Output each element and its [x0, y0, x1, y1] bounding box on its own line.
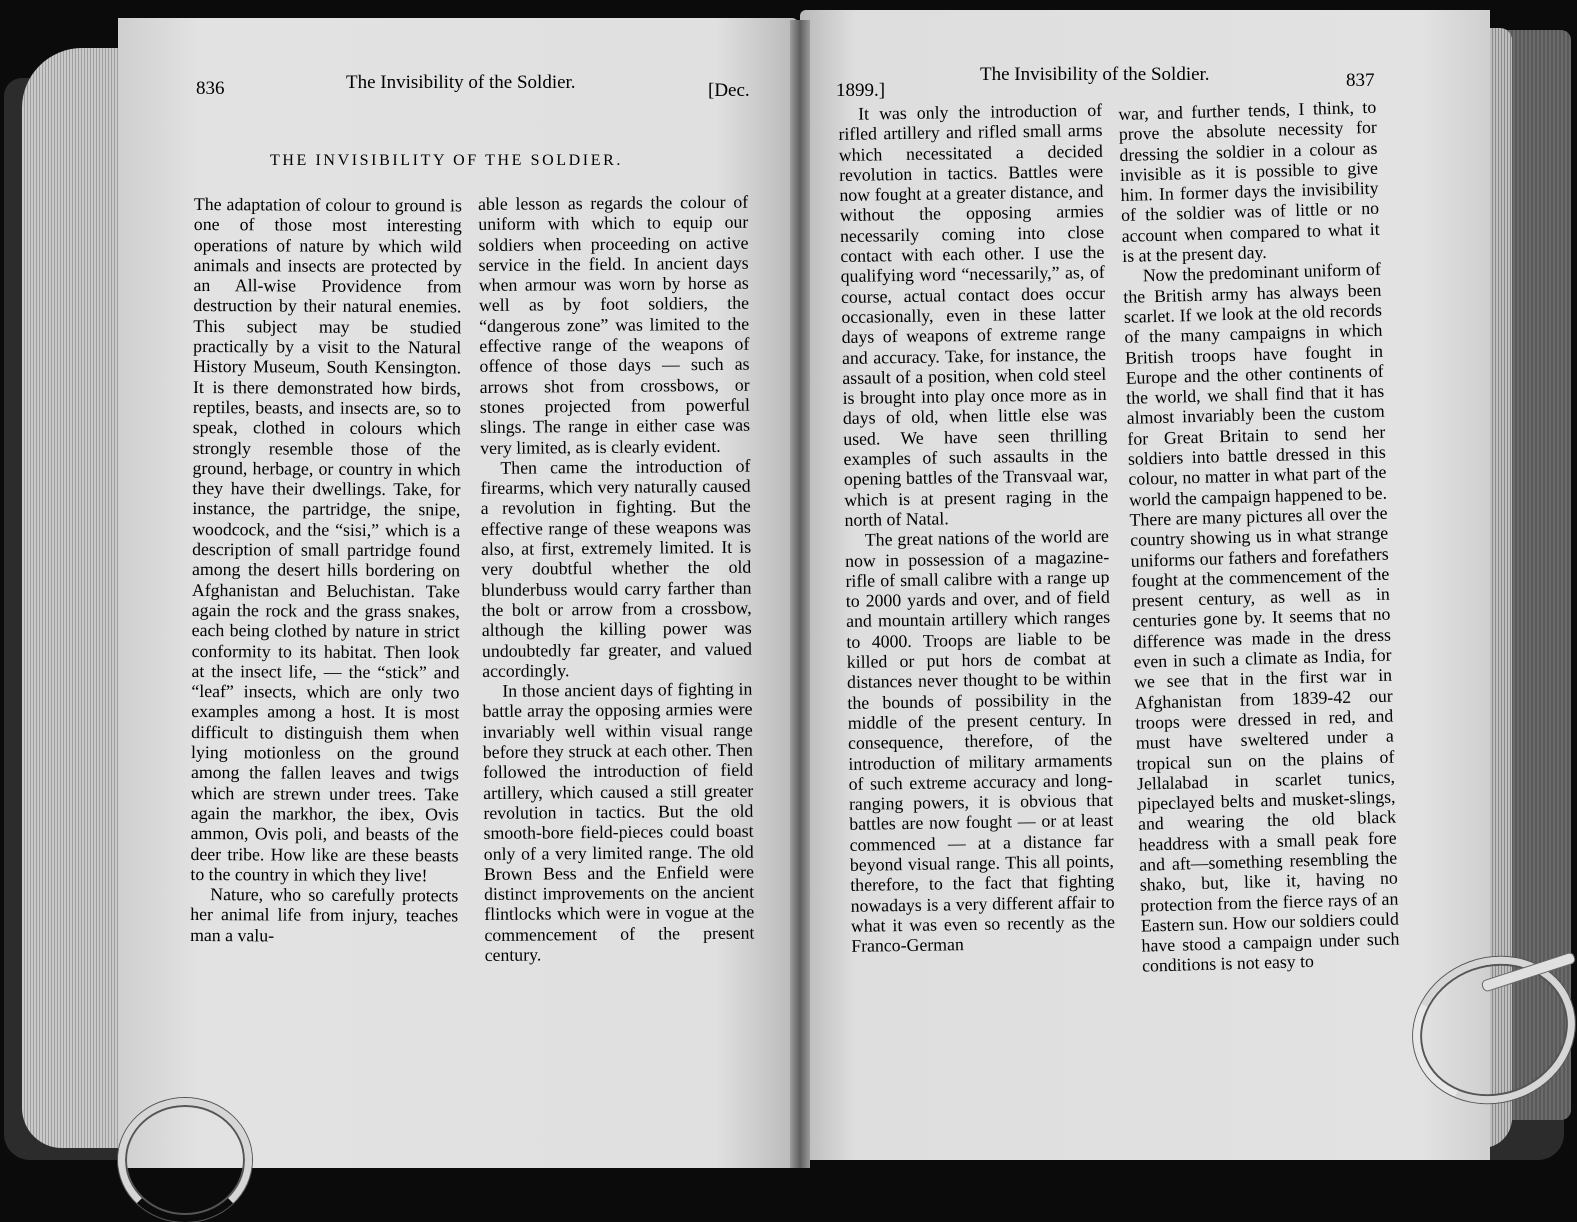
paragraph: Now the predominant uniform of the British army has always been scarlet. If we look at the old records of the many campaigns in which British troops have fought in Europe and the other continents of the world, we shall find that it has almost invariably been the custom for Great Britain to send her soldiers into battle dressed in this colour, no matter in what part of the world the campaign happened to be. There are many pictures all over the country showing us in what strange uniforms our fathers and forefathers fought at the commencement of the present century, as well as in centuries gone by. It seems that no difference was made in the dress even in such a climate as India, for we see that in the first war in Afghanistan from 1839-42 our troops were dressed in red, and must have sweltered under a tropical sun on the plains of Jellalabad in scarlet tunics, pipeclayed belts and musket-slings, and wearing the old black headdress with a small peak fore and aft—something resembling the shako, but, like it, having no protection from the fierce rays of an Eastern sun. How our soldiers could have stood a campaign under such conditions is not easy to — [1123, 259, 1400, 977]
right-date-mark: 1899.] — [836, 80, 886, 101]
paragraph: Nature, who so carefully protects her animal life from injury, teaches man a valu- — [190, 884, 459, 946]
paragraph: The great nations of the world are now in possession of a magazine-rifle of small calibre with a range up to 2000 yards and over, and of field and mountain artillery which ranges to 4000. Troops are liable to be killed or put hors de combat at distances never thought to be within the bounds of possibility in the middle of the present century. In consequence, therefore, of the introduction of military armaments of such extreme accuracy and long-ranging powers, it is obvious that battles are now fought — or at least commenced — at a distance far beyond visual range. This all points, therefore, to the fact that fighting nowadays is a very different affair to what it was even so recently as the Franco-German — [845, 526, 1116, 957]
left-page-number: 836 — [196, 78, 225, 99]
binder-clip-left — [118, 1098, 252, 1222]
right-column-1 — [838, 100, 1115, 957]
right-column-2 — [1118, 97, 1400, 977]
book-gutter — [790, 20, 810, 1168]
paragraph: Then came the introduction of firearms, which very naturally caused a revolution in fighting. But the effective range of these weapons was also, at first, extremely limited. It is very doubtful whether the old blunderbuss would carry farther than the bolt or arrow from a crossbow, although the killing power was undoubtedly far greater, and valued accordingly. — [480, 455, 753, 681]
right-running-title: The Invisibility of the Soldier. — [980, 64, 1210, 85]
paragraph: The adaptation of colour to ground is one of those most interesting operations of nature by which wild animals and insects are protected by an All-wise Providence from destruction by their natural enemies. This subject may be studied practically by a visit to the Natural History Museum, South Kensington. It is there demonstrated how birds, reptiles, beasts, and insects are, so to speak, clothed in colours which strongly resemble those of the ground, herbage, or country in which they have their dwellings. Take, for instance, the partridge, the snipe, woodcock, and the “sisi,” which is a description of small partridge found among the desert hills bordering on Afghanistan and Beluchistan. Take again the rock and the grass snakes, each being clothed by nature in strict conformity to its habitat. Then look at the insect life, — the “stick” and “leaf” insects, which are only two examples among a host. It is most difficult to distinguish them when lying motionless on the ground among the fallen leaves and twigs which are strewn under trees. Take again the markhor, the ibex, Ovis ammon, Ovis poli, and beasts of the deer tribe. How like are these beasts to the country in which they live! — [190, 194, 462, 886]
right-page-number: 837 — [1346, 70, 1375, 91]
left-column-2 — [478, 192, 755, 966]
paragraph: war, and further tends, I think, to prove the absolute necessity for dressing the soldier in a colour as invisible as it is possible to give him. In former days the invisibility of the soldier was of little or no account when compared to what it is at the present day. — [1118, 96, 1380, 267]
left-date-mark: [Dec. — [708, 80, 750, 101]
page-edges-left — [22, 48, 132, 1148]
paragraph: able lesson as regards the colour of uniform with which to equip our soldiers when proceeding on active service in the field. In ancient days when armour was worn by horse as well as by foot soldiers, the “dangerous zone” was limited to the effective range of the weapons of offence of those days — such as arrows shot from crossbows, or stones projected from powerful slings. The range in either case was very limited, as is clearly evident. — [478, 191, 751, 458]
left-column-1 — [190, 194, 462, 946]
left-running-title: The Invisibility of the Soldier. — [346, 72, 576, 93]
paragraph: In those ancient days of fighting in battle array the opposing armies were invariably well within visual range before they struck at each other. Then followed the introduction of field artillery, which caused a still greater revolution in tactics. But the old smooth-bore field-pieces could boast only of a very limited range. The old Brown Bess and the Enfield were distinct improvements on the ancient flintlocks which were in vogue at the commencement of the present century. — [482, 678, 755, 965]
article-title: THE INVISIBILITY OF THE SOLDIER. — [270, 152, 623, 169]
paragraph: It was only the introduction of rifled artillery and rifled small arms which necessitated a decided revolution in tactics. Battles were now fought at a greater distance, and without the opposing armies necessarily coming into close contact with each other. I use the qualifying word “necessarily,” as, of course, actual contact does occur occasionally, even in these latter days of weapons of extreme range and accuracy. Take, for instance, the assault of a position, when cold steel is brought into play once more as in days of old, when little else was used. We have seen thrilling examples of such assaults in the opening battles of the Transvaal war, which is at present raging in the north of Natal. — [838, 99, 1109, 530]
